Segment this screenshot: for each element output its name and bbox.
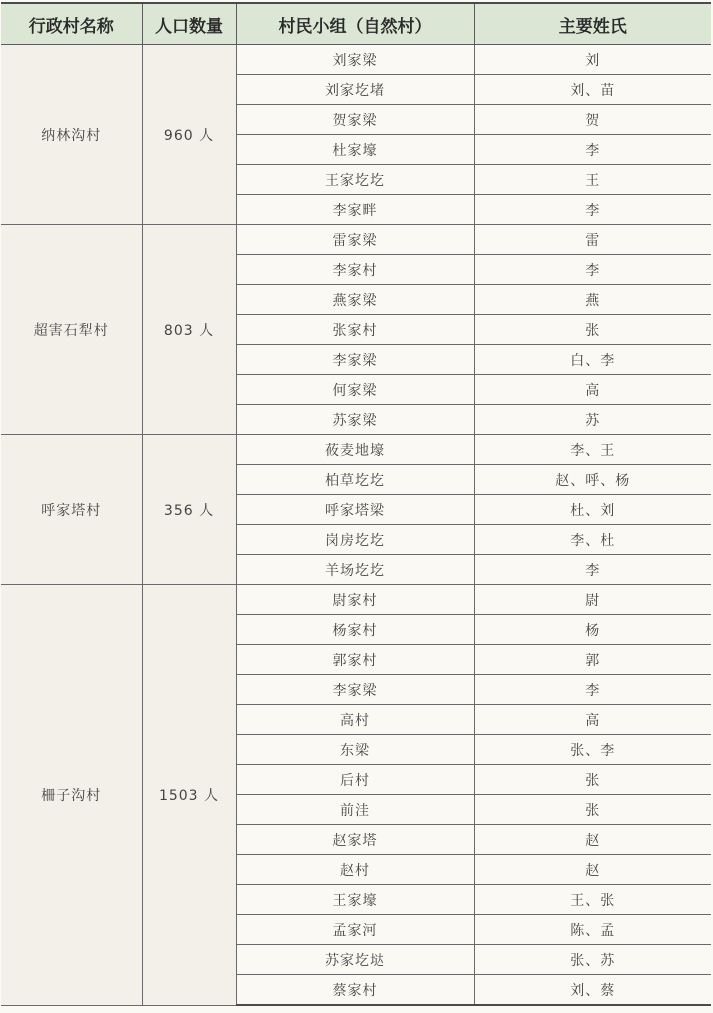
surname-cell: 高: [474, 375, 711, 405]
group-cell: 雷家梁: [236, 225, 474, 255]
group-cell: 杜家壕: [236, 135, 474, 165]
group-cell: 前洼: [236, 795, 474, 825]
group-cell: 王家圪圪: [236, 165, 474, 195]
group-cell: 赵家塔: [236, 825, 474, 855]
group-cell: 岗房圪圪: [236, 525, 474, 555]
group-cell: 刘家圪堵: [236, 75, 474, 105]
table-row: [1, 225, 711, 255]
surname-cell: 郭: [474, 645, 711, 675]
group-cell: 羊场圪圪: [236, 555, 474, 585]
surname-cell: 李、王: [474, 435, 711, 465]
surname-cell: 李: [474, 555, 711, 585]
village-table: [1, 2, 711, 1006]
surname-cell: 张: [474, 795, 711, 825]
surname-cell: 刘、蔡: [474, 975, 711, 1006]
surname-cell: 李、杜: [474, 525, 711, 555]
group-cell: 苏家梁: [236, 405, 474, 435]
table-row: [1, 585, 711, 615]
header-village-name: 行政村名称: [1, 3, 142, 45]
surname-cell: 王、张: [474, 885, 711, 915]
surname-cell: 李: [474, 135, 711, 165]
group-cell: 李家梁: [236, 675, 474, 705]
surname-cell: 尉: [474, 585, 711, 615]
group-cell: 后村: [236, 765, 474, 795]
village-name-cell: 超害石犁村: [1, 225, 142, 435]
group-cell: 李家村: [236, 255, 474, 285]
surname-cell: 王: [474, 165, 711, 195]
surname-cell: 雷: [474, 225, 711, 255]
surname-cell: 李: [474, 195, 711, 225]
surname-cell: 刘: [474, 45, 711, 75]
group-cell: 杨家村: [236, 615, 474, 645]
village-name-cell: 呼家塔村: [1, 435, 142, 585]
group-cell: 张家村: [236, 315, 474, 345]
population-cell: 960 人: [142, 45, 236, 225]
surname-cell: 白、李: [474, 345, 711, 375]
surname-cell: 李: [474, 255, 711, 285]
surname-cell: 赵、呼、杨: [474, 465, 711, 495]
surname-cell: 张、李: [474, 735, 711, 765]
surname-cell: 李: [474, 675, 711, 705]
group-cell: 李家梁: [236, 345, 474, 375]
table-body: [1, 45, 711, 1006]
group-cell: 呼家塔梁: [236, 495, 474, 525]
group-cell: 东梁: [236, 735, 474, 765]
village-name-cell: 纳林沟村: [1, 45, 142, 225]
group-cell: 孟家河: [236, 915, 474, 945]
group-cell: 贺家梁: [236, 105, 474, 135]
surname-cell: 赵: [474, 825, 711, 855]
village-name-cell: 柵子沟村: [1, 585, 142, 1006]
group-cell: 李家畔: [236, 195, 474, 225]
surname-cell: 张、苏: [474, 945, 711, 975]
surname-cell: 张: [474, 765, 711, 795]
header-population: 人口数量: [142, 3, 236, 45]
group-cell: 郭家村: [236, 645, 474, 675]
group-cell: 苏家圪垯: [236, 945, 474, 975]
group-cell: 王家壕: [236, 885, 474, 915]
header-surname: 主要姓氏: [474, 3, 711, 45]
header-row: [1, 3, 711, 45]
surname-cell: 苏: [474, 405, 711, 435]
table-row: [1, 435, 711, 465]
group-cell: 高村: [236, 705, 474, 735]
surname-cell: 燕: [474, 285, 711, 315]
group-cell: 刘家梁: [236, 45, 474, 75]
surname-cell: 张: [474, 315, 711, 345]
surname-cell: 杨: [474, 615, 711, 645]
group-cell: 蔡家村: [236, 975, 474, 1006]
population-cell: 1503 人: [142, 585, 236, 1006]
header-group: 村民小组（自然村）: [236, 3, 474, 45]
surname-cell: 杜、刘: [474, 495, 711, 525]
group-cell: 何家梁: [236, 375, 474, 405]
surname-cell: 赵: [474, 855, 711, 885]
group-cell: 燕家梁: [236, 285, 474, 315]
population-cell: 356 人: [142, 435, 236, 585]
surname-cell: 刘、苗: [474, 75, 711, 105]
population-cell: 803 人: [142, 225, 236, 435]
group-cell: 柏草圪圪: [236, 465, 474, 495]
group-cell: 莜麦地壕: [236, 435, 474, 465]
surname-cell: 贺: [474, 105, 711, 135]
group-cell: 尉家村: [236, 585, 474, 615]
group-cell: 赵村: [236, 855, 474, 885]
surname-cell: 高: [474, 705, 711, 735]
surname-cell: 陈、孟: [474, 915, 711, 945]
table-row: [1, 45, 711, 75]
